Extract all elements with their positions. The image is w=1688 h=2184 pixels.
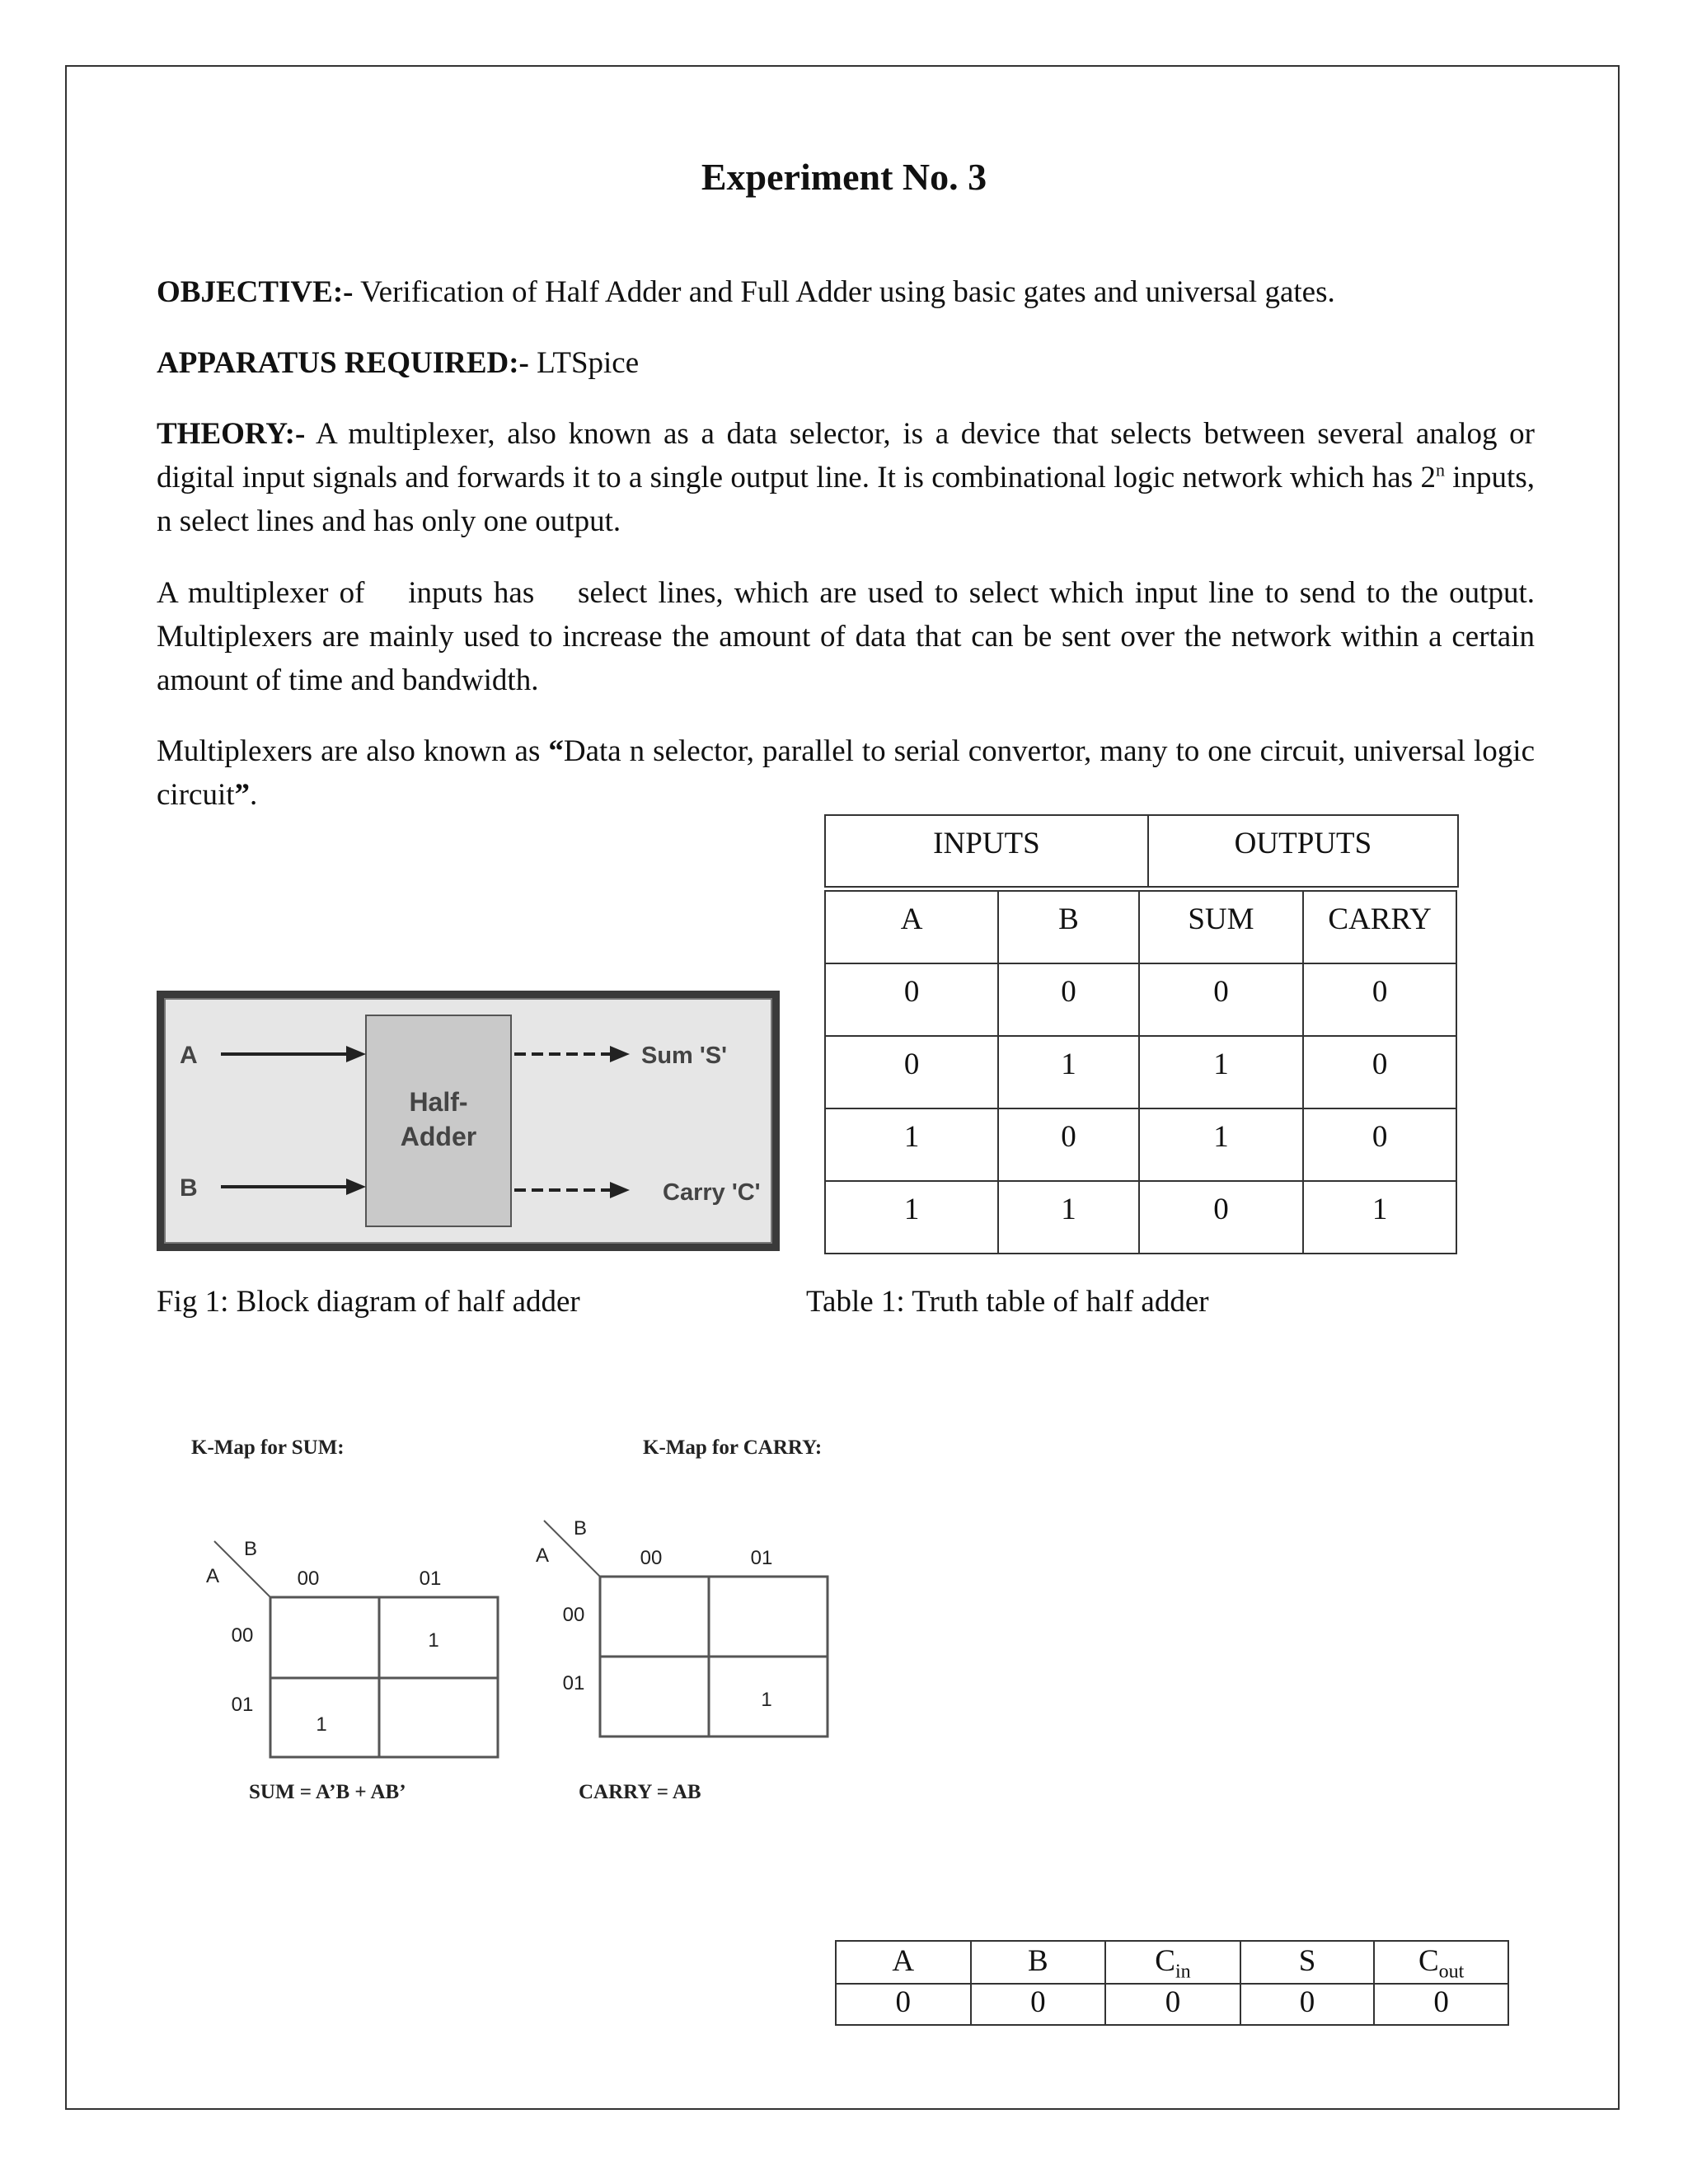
block-label-line1: Half- bbox=[409, 1087, 468, 1117]
apparatus-paragraph bbox=[157, 341, 1535, 385]
kmap-carry-col-var: B bbox=[574, 1517, 588, 1540]
theory-text-end: inputs, n select lines and has only one output. bbox=[157, 461, 1535, 538]
cell: 0 bbox=[1374, 1984, 1508, 2025]
apparatus-label: APPARATUS REQUIRED:- bbox=[157, 346, 529, 380]
kmap-sum-equation: SUM = A’B + AB’ bbox=[249, 1781, 406, 1803]
kmap-carry-cell: 1 bbox=[761, 1689, 772, 1711]
half-adder-table-group-header bbox=[824, 814, 1459, 888]
table-header-row bbox=[825, 891, 1456, 963]
kmap-carry-equation: CARRY = AB bbox=[579, 1781, 701, 1803]
kmap-sum-cell: 1 bbox=[428, 1629, 439, 1652]
kmap-carry bbox=[528, 1426, 874, 1813]
cell: 0 bbox=[1139, 963, 1304, 1036]
fa-header-main: C bbox=[1418, 1944, 1439, 1978]
half-adder-truth-table bbox=[824, 890, 1457, 1254]
kmap-sum-title: K-Map for SUM: bbox=[191, 1436, 345, 1459]
half-adder-block bbox=[366, 1015, 511, 1226]
names-intro: Multiplexers are also known as bbox=[157, 734, 549, 768]
open-quote: “ bbox=[548, 734, 564, 768]
theory-label: THEORY:- bbox=[157, 417, 306, 451]
kmap-sum-col-var: B bbox=[244, 1538, 258, 1560]
outputs-group-header: OUTPUTS bbox=[1148, 815, 1458, 887]
cell: 0 bbox=[1303, 963, 1456, 1036]
fa-header-main: B bbox=[1028, 1944, 1048, 1978]
objective-paragraph bbox=[157, 270, 1535, 314]
table-row bbox=[836, 1984, 1508, 2025]
theory-paragraph bbox=[157, 412, 1535, 543]
cell: 1 bbox=[998, 1181, 1138, 1254]
kmap-carry-col-label: 01 bbox=[750, 1547, 773, 1569]
table-row bbox=[825, 1181, 1456, 1254]
inputs-group-header: INPUTS bbox=[825, 815, 1148, 887]
fa-header-main: C bbox=[1155, 1944, 1175, 1978]
cell: 0 bbox=[998, 963, 1138, 1036]
cell: 0 bbox=[1105, 1984, 1240, 2025]
page-title: Experiment No. 3 bbox=[701, 156, 987, 198]
table-header-row bbox=[836, 1941, 1508, 1984]
cell: 0 bbox=[971, 1984, 1106, 2025]
cell: 0 bbox=[836, 1984, 971, 2025]
cell: 1 bbox=[1303, 1181, 1456, 1254]
kmap-carry-col-label: 00 bbox=[640, 1547, 663, 1569]
names-end: . bbox=[250, 778, 258, 812]
fa-header-sub: out bbox=[1438, 1961, 1465, 1983]
kmap-carry-row-label: 01 bbox=[562, 1672, 585, 1694]
cell: 1 bbox=[998, 1036, 1138, 1108]
objective-text: Verification of Half Adder and Full Adder using basic gates and universal gates. bbox=[353, 275, 1335, 309]
cell: 1 bbox=[1139, 1036, 1304, 1108]
cell: 0 bbox=[1303, 1036, 1456, 1108]
kmap-sum-row-label: 01 bbox=[231, 1694, 254, 1716]
multiplexer-names-paragraph bbox=[157, 729, 1535, 817]
cell: 1 bbox=[825, 1108, 998, 1181]
half-adder-block-diagram bbox=[155, 989, 781, 1253]
fa-header bbox=[1240, 1941, 1375, 1984]
kmap-carry-title: K-Map for CARRY: bbox=[643, 1436, 823, 1459]
table-row bbox=[825, 963, 1456, 1036]
cell: 0 bbox=[825, 1036, 998, 1108]
header-carry: CARRY bbox=[1303, 891, 1456, 963]
kmap-carry-diagonal bbox=[544, 1521, 600, 1577]
cell: 0 bbox=[1303, 1108, 1456, 1181]
cell: 1 bbox=[1139, 1108, 1304, 1181]
fa-header bbox=[1374, 1941, 1508, 1984]
kmap-sum-row-var: A bbox=[206, 1565, 220, 1587]
fa-header-main: A bbox=[892, 1944, 915, 1978]
header-a: A bbox=[825, 891, 998, 963]
fa-header bbox=[1105, 1941, 1240, 1984]
apparatus-text: LTSpice bbox=[528, 346, 640, 380]
close-quote: ” bbox=[234, 778, 251, 812]
kmap-sum-col-label: 00 bbox=[297, 1568, 320, 1590]
cell: 1 bbox=[825, 1181, 998, 1254]
multiplexer-paragraph: A multiplexer of inputs has select lines, which are used to select which input line to send to the output. Multiplexers are mainly used to increase the amount of data that can be sent over the network within a certain amount of time and bandwidth. bbox=[157, 576, 1543, 697]
input-b-label: B bbox=[180, 1174, 198, 1202]
kmap-carry-row-label: 00 bbox=[562, 1604, 585, 1626]
cell: 0 bbox=[998, 1108, 1138, 1181]
input-a-label: A bbox=[180, 1042, 198, 1069]
fa-header-sub: in bbox=[1175, 1961, 1191, 1983]
kmap-carry-row-var: A bbox=[536, 1544, 550, 1567]
header-b: B bbox=[998, 891, 1138, 963]
table-row bbox=[825, 1108, 1456, 1181]
carry-output-label: Carry 'C' bbox=[663, 1179, 761, 1206]
table1-caption: Table 1: Truth table of half adder bbox=[806, 1285, 1209, 1319]
block-label-line2: Adder bbox=[400, 1122, 477, 1151]
full-adder-truth-table bbox=[835, 1940, 1509, 2026]
objective-label: OBJECTIVE:- bbox=[157, 275, 354, 309]
table-row bbox=[825, 1036, 1456, 1108]
theory-superscript: n bbox=[1435, 459, 1445, 480]
sum-output-label: Sum 'S' bbox=[641, 1043, 728, 1069]
cell: 0 bbox=[1139, 1181, 1304, 1254]
fa-header bbox=[836, 1941, 971, 1984]
kmap-sum-col-label: 01 bbox=[419, 1568, 442, 1590]
fa-header-main: S bbox=[1298, 1944, 1316, 1978]
names-quoted: Data n selector, parallel to serial convertor, many to one circuit, universal logic circuit bbox=[157, 734, 1535, 812]
fig1-caption: Fig 1: Block diagram of half adder bbox=[157, 1285, 580, 1319]
cell: 0 bbox=[1240, 1984, 1375, 2025]
theory-text: A multiplexer, also known as a data selector, is a device that selects between several analog or digital input signals and forwards it to a single output line. It is combinational logic network which has 2 bbox=[157, 417, 1535, 494]
kmap-sum-cell: 1 bbox=[316, 1713, 327, 1736]
header-sum: SUM bbox=[1139, 891, 1304, 963]
kmap-sum bbox=[181, 1426, 528, 1813]
kmap-sum-diagonal bbox=[214, 1541, 270, 1597]
kmap-sum-row-label: 00 bbox=[231, 1624, 254, 1647]
cell: 0 bbox=[825, 963, 998, 1036]
fa-header bbox=[971, 1941, 1106, 1984]
